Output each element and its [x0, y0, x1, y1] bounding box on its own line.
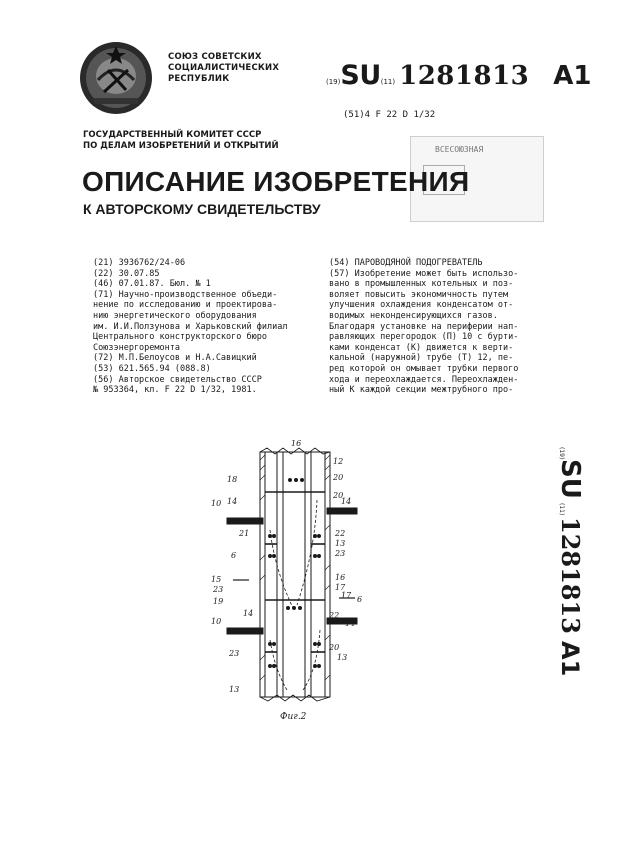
biblio-line: нию энергетического оборудования — [93, 310, 257, 321]
ref-numeral: 22 — [335, 529, 346, 538]
biblio-line: (53) 621.565.94 (088.8) — [93, 363, 211, 374]
ref-numeral: 13 — [229, 685, 240, 694]
partition-lower — [227, 618, 357, 634]
country-line-3: РЕСПУБЛИК — [168, 74, 230, 84]
ref-numeral: 22 — [329, 611, 340, 620]
biblio-line: (72) М.П.Белоусов и Н.А.Савицкий — [93, 353, 257, 364]
ref-numeral: 14 — [345, 619, 356, 628]
ref-numeral: 17 — [341, 591, 352, 600]
ref-numeral: 23 — [229, 649, 240, 658]
ref-numeral: 17 — [335, 583, 346, 592]
document-title: ОПИСАНИЕ ИЗОБРЕТЕНИЯ — [82, 166, 470, 197]
kind-code: A1 — [553, 61, 592, 91]
biblio-line: (22) 30.07.85 — [93, 268, 160, 279]
ref-numeral: 16 — [335, 573, 346, 582]
publication-number — [326, 60, 591, 91]
abstract-line: ред которой он омывает трубки первого — [329, 363, 519, 374]
partition-upper — [227, 508, 357, 524]
ref-numeral: 16 — [291, 440, 302, 448]
country-line-1: СОЮЗ СОВЕТСКИХ — [168, 52, 262, 62]
abstract-line: хода и переохлаждается. Переохлажден- — [329, 374, 519, 385]
technical-drawing — [205, 440, 385, 710]
country-code: SU — [340, 60, 381, 91]
ref-numeral: 20 — [333, 473, 344, 482]
biblio-line: № 953364, кл. F 22 D 1/32, 1981. — [93, 385, 257, 396]
committee-line-1: ГОСУДАРСТВЕННЫЙ КОМИТЕТ СССР — [83, 130, 262, 140]
sidebar-country-code: SU — [555, 459, 585, 499]
abstract-line: кальной (наружной) трубе (Т) 12, пе- — [329, 353, 514, 364]
ref-numeral: 23 — [335, 549, 346, 558]
ref-numeral: 21 — [239, 529, 250, 538]
ref-numeral: 6 — [231, 551, 237, 560]
ref-numeral: 6 — [357, 595, 363, 604]
abstract-line: водимых неконденсирующихся газов. — [329, 310, 498, 321]
abstract-line: улучшения охлаждения конденсатом от- — [329, 300, 514, 311]
abstract-line: ками конденсат (К) движется к верти- — [329, 342, 514, 353]
ref-numeral: 19 — [213, 597, 224, 606]
abstract-line: вано в промышленных котельных и поз- — [329, 279, 514, 290]
bibliographic-data — [93, 258, 308, 396]
ref-numeral: 10 — [211, 499, 222, 508]
abstract-line: (57) Изобретение может быть использо- — [329, 268, 519, 279]
biblio-line: (46) 07.01.87. Бюл. № 1 — [93, 279, 211, 290]
pub-prefix: (19) — [326, 78, 341, 86]
state-emblem — [78, 40, 154, 116]
biblio-line: им. И.И.Ползунова и Харьковский филиал — [93, 321, 288, 332]
ref-numeral: 18 — [227, 475, 238, 484]
ref-numeral: 20 — [333, 491, 344, 500]
biblio-line: (56) Авторское свидетельство СССР — [93, 374, 262, 385]
ref-numeral: 14 — [341, 497, 352, 506]
ref-numeral: 20 — [329, 643, 340, 652]
num-prefix: (11) — [380, 78, 396, 86]
sidebar-num-prefix: (11) — [558, 503, 565, 516]
biblio-line: нение по исследованию и проектирова- — [93, 300, 278, 311]
ref-numeral: 10 — [211, 617, 222, 626]
country-name — [168, 52, 279, 85]
sidebar-kind-code: A1 — [556, 641, 584, 677]
ref-numeral: 13 — [335, 539, 346, 548]
committee-line-2: ПО ДЕЛАМ ИЗОБРЕТЕНИЙ И ОТКРЫТИЙ — [83, 141, 279, 151]
ref-numeral: 14 — [227, 497, 238, 506]
sidebar-pub-prefix: (19) — [558, 447, 565, 460]
ref-numeral: 12 — [333, 457, 344, 466]
stamp-text: ВСЕСОЮЗНАЯ — [435, 145, 484, 154]
patent-number: 1281813 — [399, 61, 530, 91]
outer-shell — [260, 452, 330, 697]
tube-bundle — [268, 478, 321, 668]
abstract — [329, 258, 554, 396]
biblio-line: (21) 3936762/24-06 — [93, 258, 186, 268]
ref-numeral: 14 — [243, 609, 254, 618]
ref-numeral: 23 — [213, 585, 224, 594]
committee-name — [83, 130, 279, 152]
biblio-line: Союзэнергоремонта — [93, 342, 180, 353]
ref-numeral: 15 — [211, 575, 222, 584]
abstract-title: (54) ПАРОВОДЯНОЙ ПОДОГРЕВАТЕЛЬ — [329, 258, 483, 268]
abstract-line: Благодаря установке на периферии нап- — [329, 321, 519, 332]
country-line-2: СОЦИАЛИСТИЧЕСКИХ — [168, 63, 280, 73]
abstract-line: ный К каждой секции межтрубного про- — [329, 385, 514, 396]
ref-numeral: 13 — [337, 653, 348, 662]
figure-caption: Фиг.2 — [280, 712, 307, 722]
sidebar-patent-number: 1281813 — [556, 517, 585, 634]
sidebar-publication-number — [552, 445, 592, 685]
document-subtitle: К АВТОРСКОМУ СВИДЕТЕЛЬСТВУ — [83, 201, 321, 217]
abstract-line: равляющих перегородок (П) 10 с бурти- — [329, 332, 519, 343]
abstract-line: воляет повысить экономичность путем — [329, 289, 509, 300]
ipc-classification: (51)4 F 22 D 1/32 — [343, 110, 436, 120]
biblio-line: (71) Научно-производственное объеди- — [93, 289, 278, 300]
biblio-line: Центрального конструкторского бюро — [93, 332, 267, 343]
